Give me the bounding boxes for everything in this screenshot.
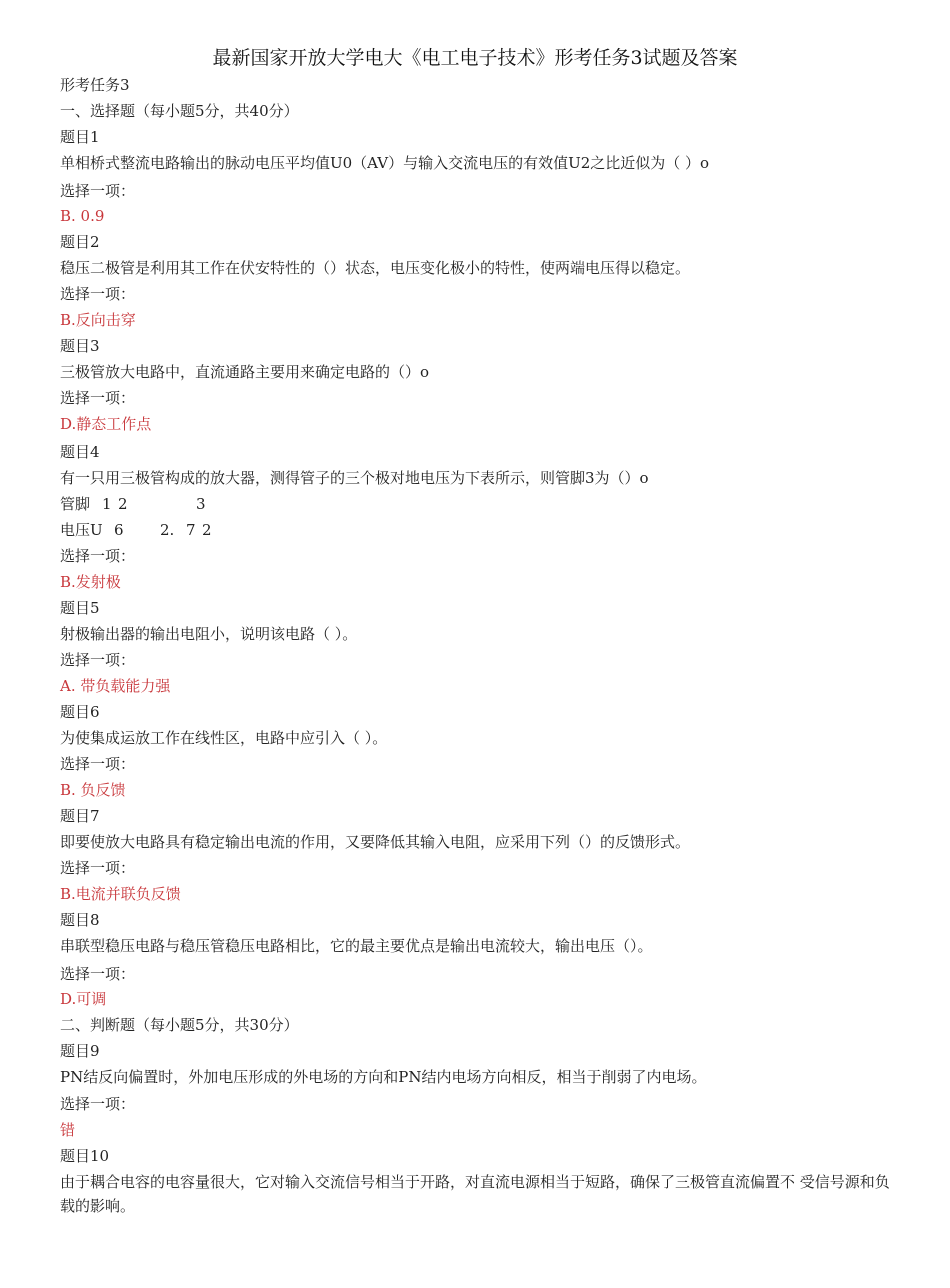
- question-number: 题目3: [60, 337, 100, 355]
- question-text: 稳压二极管是利用其工作在伏安特性的（）状态，电压变化极小的特性，使两端电压得以稳定。: [60, 259, 691, 277]
- question-text: 由于耦合电容的电容量很大，它对输入交流信号相当于开路，对直流电源相当于短路，确保了三极管直流偏置不 受信号源和负载的影响。: [60, 1173, 890, 1215]
- table-cell: 6: [114, 521, 124, 539]
- task-label: 形考任务3: [60, 76, 130, 94]
- question-number: 题目2: [60, 233, 100, 251]
- question-number: 题目1: [60, 128, 100, 146]
- answer: B.发射极: [60, 573, 121, 591]
- table-cell: 管脚: [60, 495, 91, 513]
- answer: D.静态工作点: [60, 415, 152, 433]
- table-cell: 电压U: [60, 521, 103, 539]
- choose-prompt: 选择一项：: [60, 859, 136, 877]
- answer: A. 带负载能力强: [60, 677, 171, 695]
- question-text: 为使集成运放工作在线性区，电路中应引入（ ）。: [60, 729, 388, 747]
- choose-prompt: 选择一项：: [60, 1095, 136, 1113]
- question-number: 题目9: [60, 1042, 100, 1060]
- pin-table-row-voltage: [60, 519, 360, 541]
- question-number: 题目8: [60, 911, 100, 929]
- table-cell: 1: [102, 495, 112, 513]
- table-cell: 2: [118, 495, 128, 513]
- question-number: 题目6: [60, 703, 100, 721]
- choose-prompt: 选择一项：: [60, 285, 136, 303]
- question-text: 单相桥式整流电路输出的脉动电压平均值U0（AV）与输入交流电压的有效值U2之比近似为（ ）o: [60, 154, 710, 172]
- table-cell: 3: [196, 495, 206, 513]
- question-number: 题目4: [60, 443, 100, 461]
- answer: 错: [60, 1121, 76, 1139]
- choose-prompt: 选择一项：: [60, 389, 136, 407]
- pin-table-row-pins: [60, 493, 360, 515]
- choose-prompt: 选择一项：: [60, 651, 136, 669]
- answer: D.可调: [60, 990, 107, 1008]
- question-number: 题目7: [60, 807, 100, 825]
- table-cell: 7: [186, 521, 196, 539]
- question-text: 射极输出器的输出电阻小，说明该电路（ ）。: [60, 625, 358, 643]
- question-text: 有一只用三极管构成的放大器，测得管子的三个极对地电压为下表所示，则管脚3为（）o: [60, 469, 649, 487]
- choose-prompt: 选择一项：: [60, 755, 136, 773]
- table-cell: 2: [202, 521, 212, 539]
- document-title: 最新国家开放大学电大《电工电子技术》形考任务3试题及答案: [212, 47, 738, 69]
- answer: B. 负反馈: [60, 781, 126, 799]
- answer: B.反向击穿: [60, 311, 136, 329]
- choose-prompt: 选择一项：: [60, 182, 136, 200]
- question-text: 三极管放大电路中，直流通路主要用来确定电路的（）o: [60, 363, 430, 381]
- choose-prompt: 选择一项：: [60, 965, 136, 983]
- question-text: PN结反向偏置时，外加电压形成的外电场的方向和PN结内电场方向相反，相当于削弱了内电场。: [60, 1068, 707, 1086]
- table-cell: 2.: [160, 521, 175, 539]
- question-text: 即要使放大电路具有稳定输出电流的作用，又要降低其输入电阻，应采用下列（）的反馈形式。: [60, 833, 691, 851]
- question-number: 题目5: [60, 599, 100, 617]
- section-heading-judgement: 二、判断题（每小题5分，共30分）: [60, 1016, 299, 1034]
- choose-prompt: 选择一项：: [60, 547, 136, 565]
- section-heading-choice: 一、选择题（每小题5分，共40分）: [60, 102, 299, 120]
- question-number: 题目10: [60, 1147, 110, 1165]
- answer: B. 0.9: [60, 207, 105, 225]
- question-text: 串联型稳压电路与稳压管稳压电路相比，它的最主要优点是输出电流较大，输出电压（）。: [60, 937, 653, 955]
- answer: B.电流并联负反馈: [60, 885, 181, 903]
